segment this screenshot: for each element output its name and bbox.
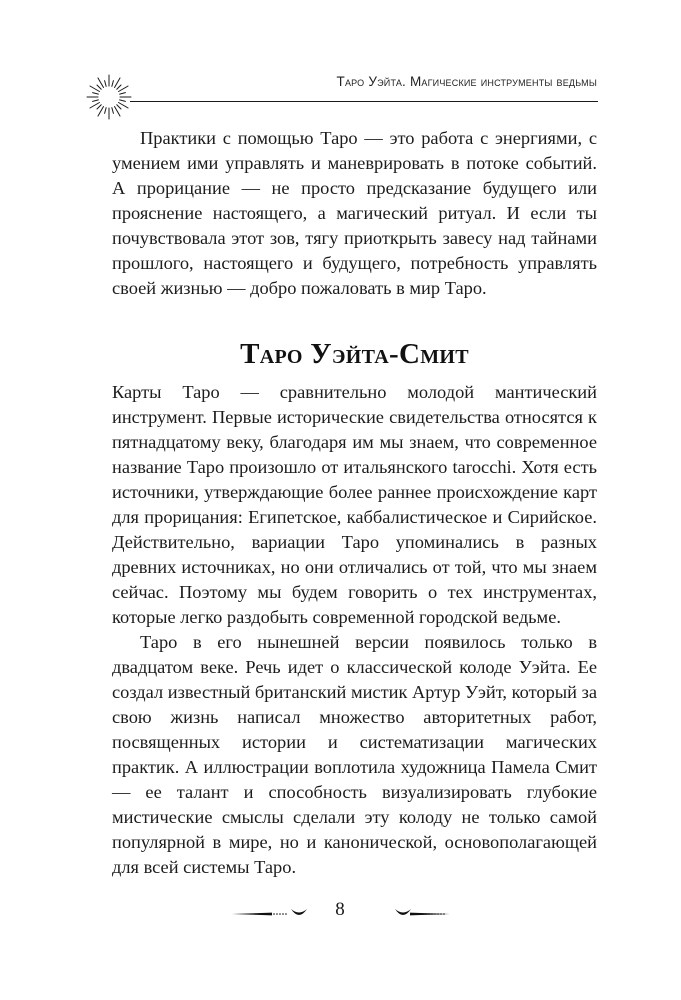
running-title: Таро Уэйта. Магические инструменты ведьмы [336,74,597,89]
ornament-dot [282,913,284,915]
section-body [112,380,597,880]
sun-ray [112,108,114,114]
sun-moon-icon [84,72,134,122]
sun-ray [98,78,104,88]
sun-ray [119,86,129,92]
sun-ray [97,85,101,89]
sun-ray [105,108,107,114]
ornament-dot [279,913,281,915]
sun-ray [98,107,104,117]
sun-ray [117,105,121,109]
ornament-dot [276,913,278,915]
intro-paragraph: Практики с помощью Таро — это работа с энергиями, с умением ими управлять и маневрировать в потоке событий. А прорицание — не просто предсказание будущего или прояснение настоящего, а магический ритуал. И если ты почувствовала этот зов, тягу приоткрыть завесу над тайнами прошлого, настоящего и будущего, потребность управлять своей жизнью — добро пожаловать в мир Таро. [112,128,597,298]
sun-ray [115,107,121,117]
header-rule [130,101,598,102]
sun-ray [105,81,107,87]
section-title: Таро Уэйта-Смит [240,338,469,370]
sun-ray [120,93,126,95]
ornament-dot [285,913,287,915]
sun-ray [93,100,99,102]
intro-text [112,126,597,301]
page-number: 8 [335,899,345,920]
sun-ray [97,105,101,109]
sun-ray [112,81,114,87]
ornament-dot [273,913,275,915]
section-paragraph: Таро в его нынешней версии появилось только в двадцатом веке. Речь идет о классической колоде Уэйта. Ее создал известный британский мистик Артур Уэйт, который за свою жизнь написал множество авторитетных работ, посвященных истории и систематизации магических практик. А иллюстрации воплотила художница Памела Смит — ее талант и способность визуализировать глубокие мистические смыслы сделали эту колоду не только самой популярной в мире, но и канонической, основополагающей для всей системы Таро. [112,632,597,877]
section-paragraph: Карты Таро — сравнительно молодой мантический инструмент. Первые исторические свидетельства относятся к пятнадцатому веку, благодаря им мы знаем, что современное название Таро произошло от итальянского tarocchi. Хотя есть источники, утверждающие более раннее происхождение карт для прорицания: Египетское, каббалистическое и Сирийское. Действительно, вариации Таро упоминались в разных древних источниках, но они отличались от той, что мы знаем сейчас. Поэтому мы будем говорить о тех инструментах, которые легко раздобыть современной городской ведьме. [112,382,597,627]
sun-ray [93,93,99,95]
sun-ray [90,103,100,109]
sun-ray [120,100,126,102]
sun-ray [115,78,121,88]
sun-ray [117,85,121,89]
sun-ray [119,103,129,109]
sun-ray [90,86,100,92]
